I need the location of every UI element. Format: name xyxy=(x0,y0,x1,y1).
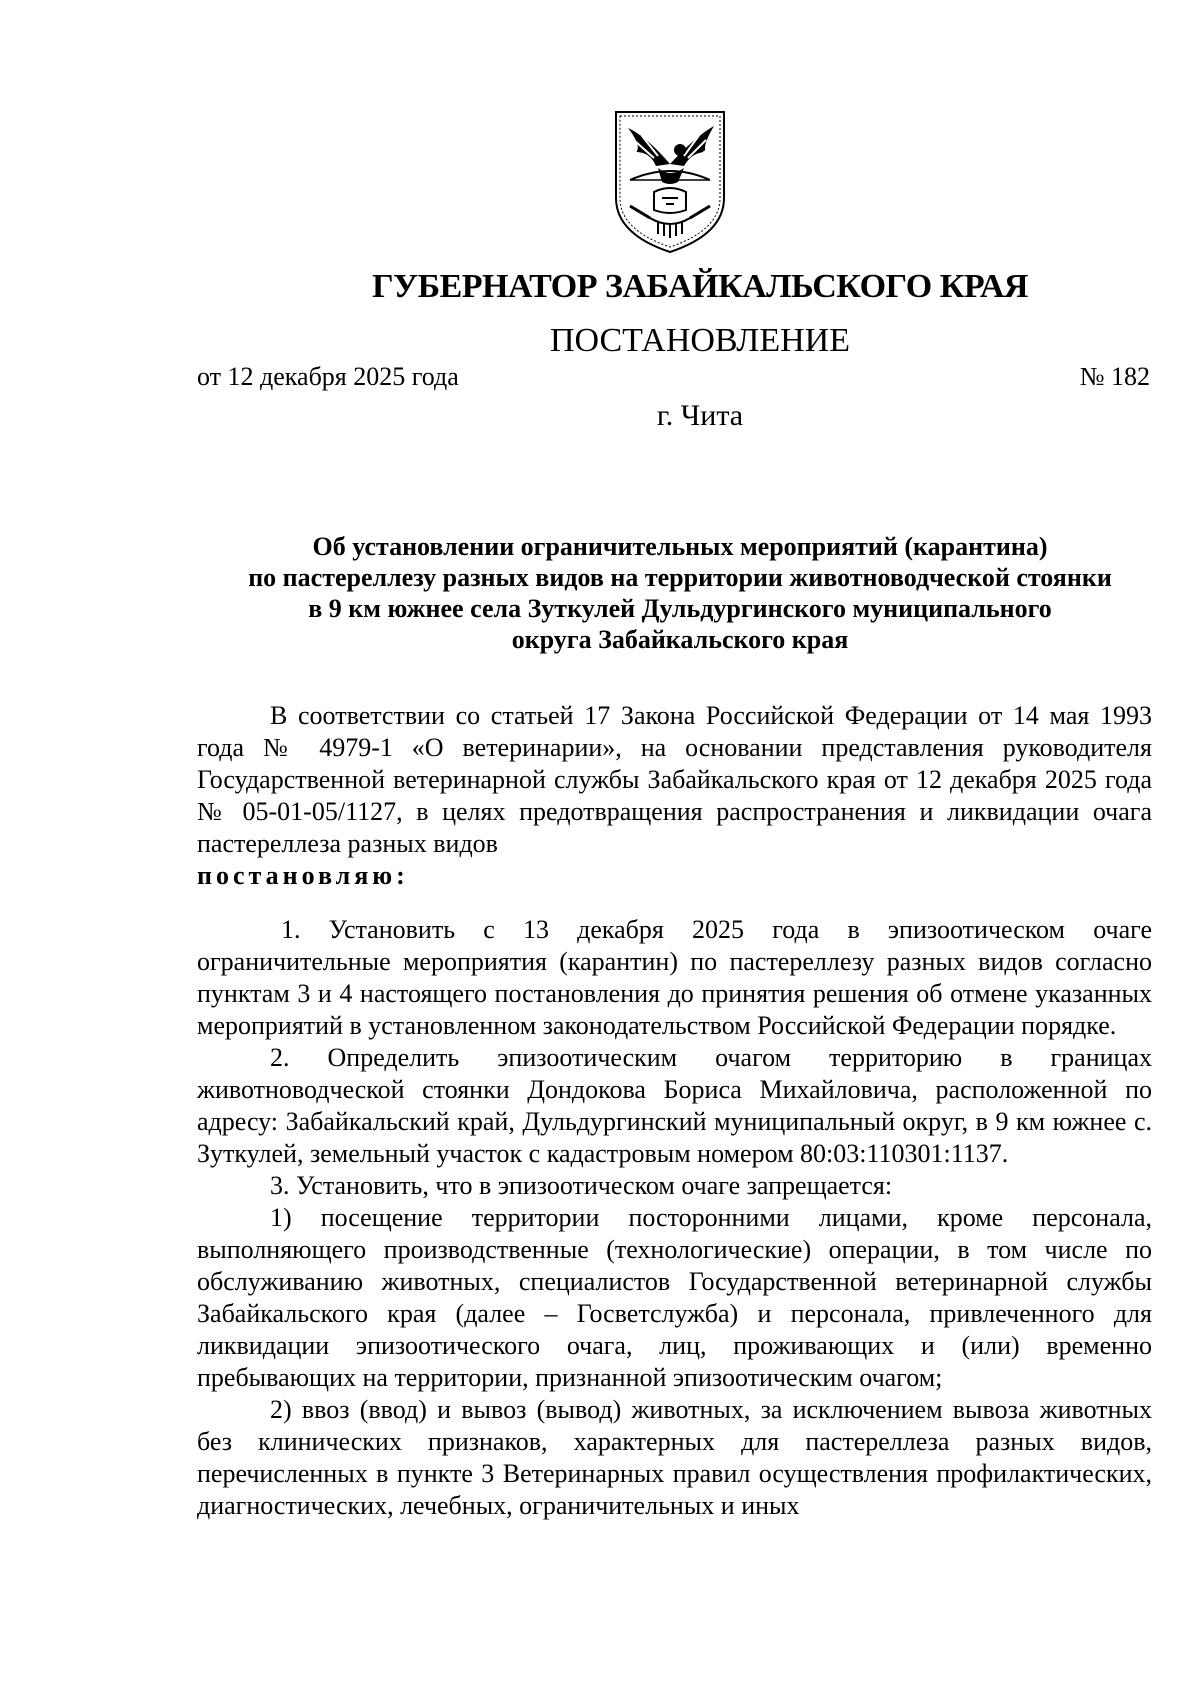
document-date: от 12 декабря 2025 года xyxy=(197,362,459,391)
document-city: г. Чита xyxy=(656,399,744,432)
coat-of-arms-icon xyxy=(606,106,734,256)
document-number: № 182 xyxy=(1079,362,1150,391)
title-line: округа Забайкальского края xyxy=(511,625,849,654)
document-title xyxy=(160,531,1200,655)
item-3-1: 1) посещение территории посторонними лицами, кроме персонала, выполняющего производственные (технологические) операции, в том числе по обслуживанию животных, специалистов Государственной ветеринарной службы Забайкальского края (далее – Госветслужба) и персонала, привлеченного для ликвидации эпизоотического очага, лиц, проживающих и (или) временно пребывающих на территории, признанной эпизоотическим очагом; xyxy=(197,1203,1152,1392)
item-3: 3. Установить, что в эпизоотическом очаге запрещается: xyxy=(270,1171,893,1200)
item-2: 2. Определить эпизоотическим очагом территорию в границах животноводческой стоянки Дондокова Бориса Михайловича, расположенной по адресу: Забайкальский край, Дульдургинский муниципальный округ, в 9 км южнее с. Зуткулей, земельный участок с кадастровым номером 80:03:110301:1137. xyxy=(197,1043,1152,1168)
authority-name: ГУБЕРНАТОР ЗАБАЙКАЛЬСКОГО КРАЯ xyxy=(372,268,1028,305)
item-3-2: 2) ввоз (ввод) и вывоз (вывод) животных, за исключением вывоза животных без клинических признаков, характерных для пастереллеза разных видов, перечисленных в пункте 3 Ветеринарных правил осуществления профилактических, диагностических, лечебных, ограничительных и иных xyxy=(197,1395,1152,1520)
preamble-text: В соответствии со статьей 17 Закона Российской Федерации от 14 мая 1993 года № 4979-1 «О ветеринарии», на основании представления руководителя Государственной ветеринарной службы Забайкальского края от 12 декабря 2025 года № 05-01-05/1127, в целях предотвращения распространения и ликвидации очага пастереллеза разных видов xyxy=(197,701,1152,858)
main-items xyxy=(197,914,1152,1522)
title-line: Об установлении ограничительных мероприятий (карантина) xyxy=(312,532,1048,561)
resolve-word: постановляю: xyxy=(197,861,409,890)
document-type: ПОСТАНОВЛЕНИЕ xyxy=(549,322,851,359)
title-line: в 9 км южнее села Зуткулей Дульдургинского муниципального xyxy=(308,594,1052,623)
preamble xyxy=(197,700,1152,892)
title-line: по пастереллезу разных видов на территории животноводческой стоянки xyxy=(248,563,1112,592)
item-1: 1. Установить с 13 декабря 2025 года в эпизоотическом очаге ограничительные мероприятия (карантин) по пастереллезу разных видов согласно пунктам 3 и 4 настоящего постановления до принятия решения об отмене указанных мероприятий в установленном законодательством Российской Федерации порядке. xyxy=(197,915,1152,1040)
